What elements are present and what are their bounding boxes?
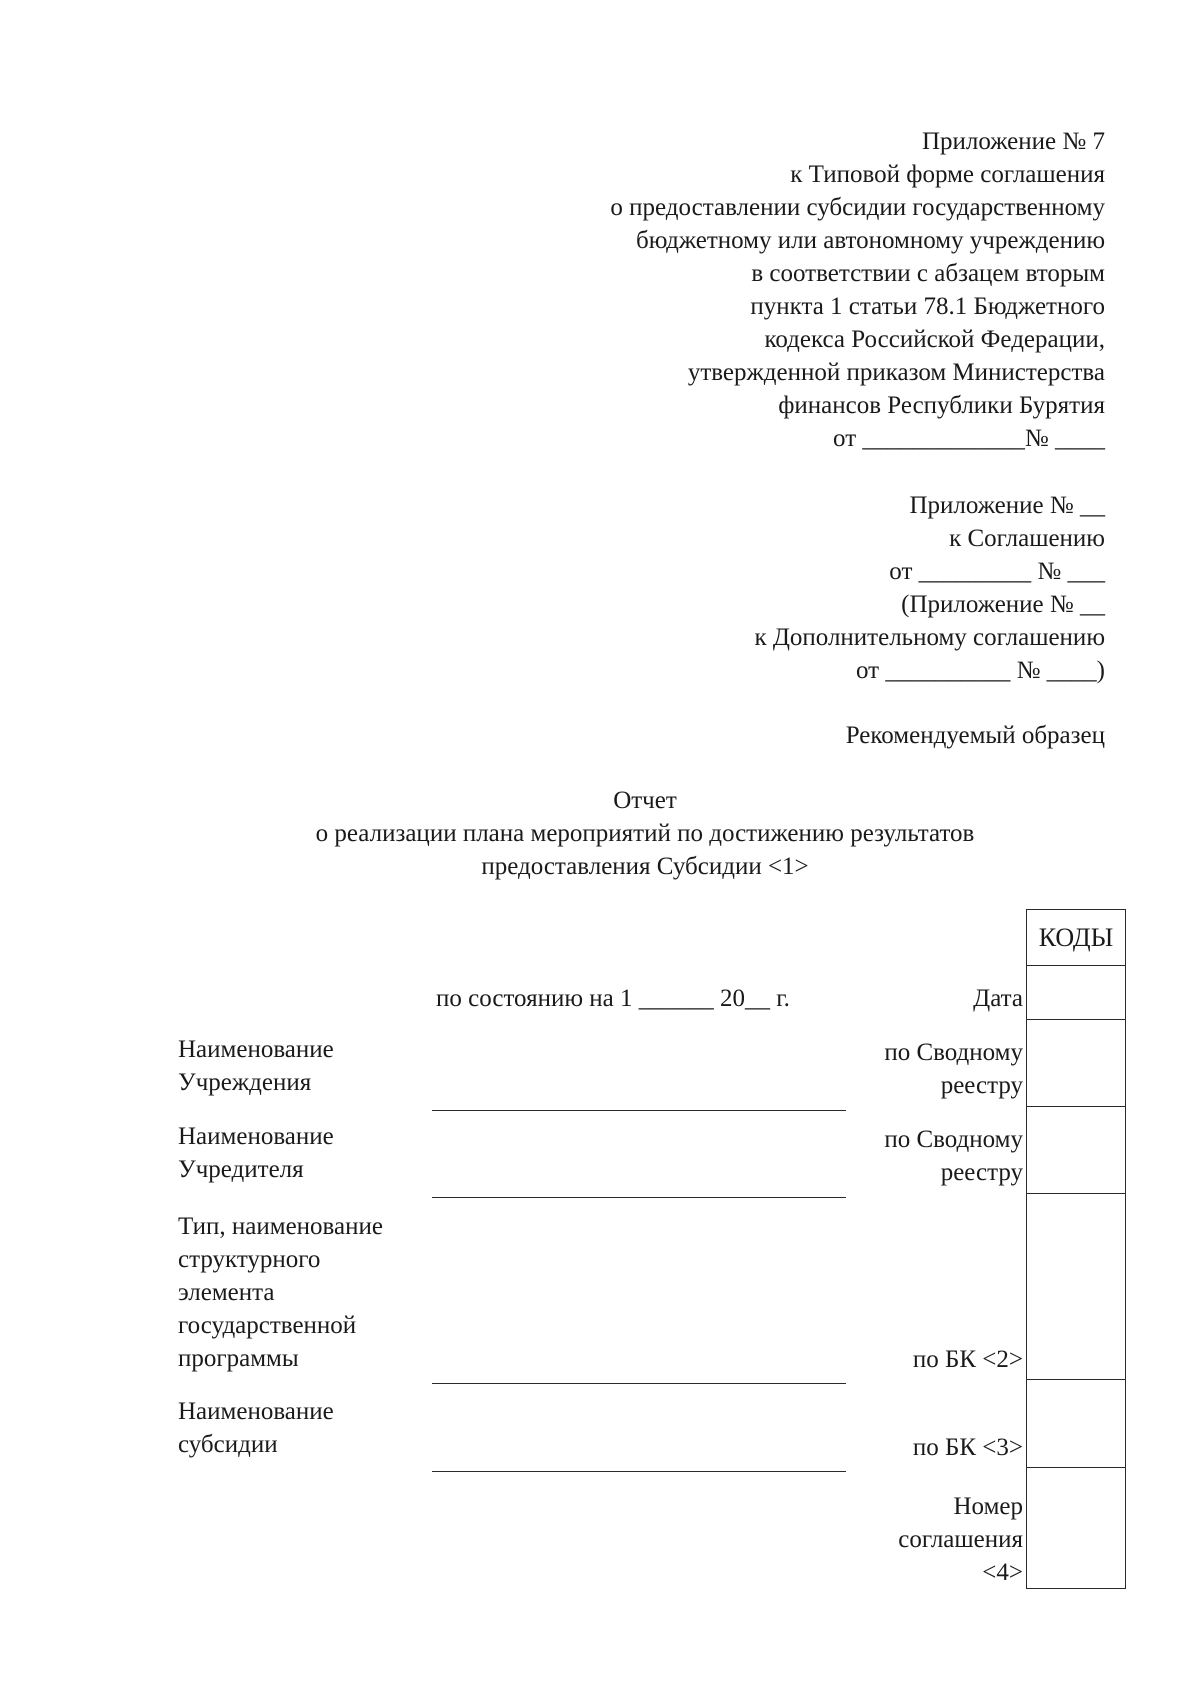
agreement-line: от _________ № ___ bbox=[889, 558, 1105, 585]
appendix-7-line: кодекса Российской Федерации, bbox=[764, 326, 1105, 353]
appendix-7-line: к Типовой форме соглашения bbox=[790, 161, 1105, 188]
subsidy-fill-line bbox=[432, 1471, 846, 1472]
appendix-7-line: в соответствии с абзацем вторым bbox=[751, 260, 1105, 287]
codes-header: КОДЫ bbox=[1038, 922, 1114, 952]
founder-code-label: реестру bbox=[940, 1159, 1023, 1186]
subsidy-label: субсидии bbox=[178, 1431, 278, 1458]
institution-label: Наименование bbox=[178, 1036, 334, 1063]
institution-code-label: по Сводному bbox=[884, 1039, 1023, 1066]
appendix-7-line: Приложение № 7 bbox=[921, 128, 1105, 155]
program-label: государственной bbox=[178, 1312, 357, 1339]
founder-code-label: по Сводному bbox=[884, 1126, 1023, 1153]
report-title-line: о реализации плана мероприятий по достижению результатов bbox=[315, 820, 975, 847]
as-of-date: по состоянию на 1 ______ 20__ г. bbox=[436, 985, 790, 1012]
agreement-number-cell[interactable] bbox=[1027, 1467, 1125, 1588]
appendix-7-line: о предоставлении субсидии государственному bbox=[610, 194, 1105, 221]
agreement-number-label: <4> bbox=[982, 1559, 1023, 1586]
subsidy-code-cell[interactable] bbox=[1027, 1379, 1125, 1467]
agreement-line: (Приложение № __ bbox=[901, 591, 1105, 618]
appendix-7-line: утвержденной приказом Министерства bbox=[687, 359, 1105, 386]
program-label: Тип, наименование bbox=[178, 1213, 383, 1240]
subsidy-label: Наименование bbox=[178, 1398, 334, 1425]
program-code-cell[interactable] bbox=[1027, 1193, 1125, 1379]
appendix-7-line: пункта 1 статьи 78.1 Бюджетного bbox=[750, 293, 1105, 320]
founder-label: Наименование bbox=[178, 1123, 334, 1150]
program-label: программы bbox=[178, 1345, 299, 1372]
subsidy-code-label: по БК <3> bbox=[912, 1434, 1023, 1461]
institution-fill-line bbox=[432, 1110, 846, 1111]
date-label: Дата bbox=[973, 985, 1023, 1012]
agreement-line: от __________ № ____) bbox=[855, 657, 1105, 684]
agreement-line: к Соглашению bbox=[949, 525, 1105, 552]
agreement-number-label: соглашения bbox=[898, 1526, 1023, 1553]
appendix-7-line: бюджетному или автономному учреждению bbox=[635, 227, 1105, 254]
recommended-sample: Рекомендуемый образец bbox=[845, 722, 1105, 749]
founder-code-cell[interactable] bbox=[1027, 1106, 1125, 1193]
report-title-line: Отчет bbox=[613, 787, 677, 814]
program-fill-line bbox=[432, 1383, 846, 1384]
founder-fill-line bbox=[432, 1197, 846, 1198]
program-code-label: по БК <2> bbox=[912, 1346, 1023, 1373]
institution-code-cell[interactable] bbox=[1027, 1019, 1125, 1106]
agreement-line: к Дополнительному соглашению bbox=[754, 624, 1105, 651]
founder-label: Учредителя bbox=[178, 1156, 304, 1183]
institution-code-label: реестру bbox=[940, 1072, 1023, 1099]
date-code-cell[interactable] bbox=[1027, 965, 1125, 1019]
appendix-7-line: от _____________№ ____ bbox=[833, 425, 1105, 452]
appendix-7-line: финансов Республики Бурятия bbox=[778, 392, 1105, 419]
agreement-number-label: Номер bbox=[953, 1493, 1023, 1520]
report-title-line: предоставления Субсидии <1> bbox=[481, 853, 809, 880]
agreement-line: Приложение № __ bbox=[909, 492, 1105, 519]
program-label: структурного bbox=[178, 1246, 321, 1273]
institution-label: Учреждения bbox=[178, 1069, 312, 1096]
program-label: элемента bbox=[178, 1279, 275, 1306]
codes-table bbox=[1026, 909, 1126, 1589]
